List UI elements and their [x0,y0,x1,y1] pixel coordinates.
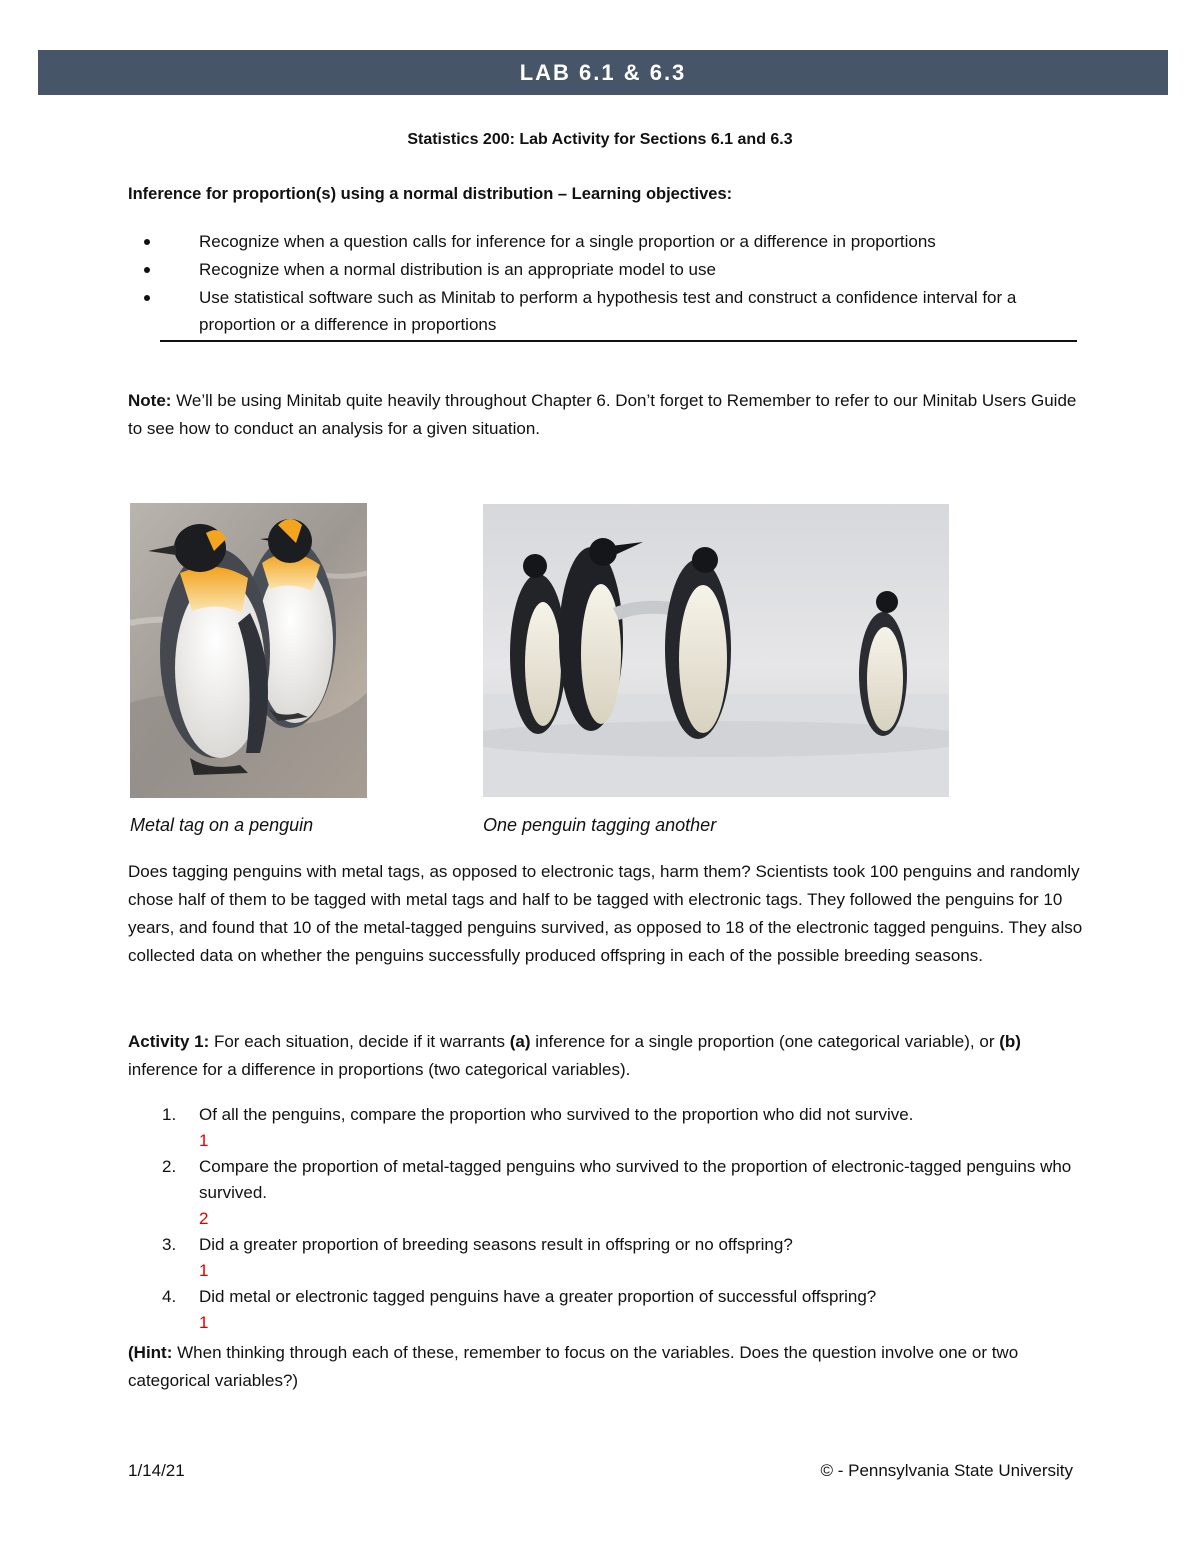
question-answer: 1 [199,1313,209,1332]
question-item [128,1284,1088,1336]
king-penguins-photo [130,503,367,798]
question-item [128,1154,1088,1232]
photo-caption-tagging: One penguin tagging another [483,815,717,835]
question-text: Compare the proportion of metal-tagged penguins who survived to the proportion of electronic-tagged penguins who survived. [199,1157,1072,1202]
activity-text-c: inference for a difference in proportions (two categorical variables). [128,1060,631,1079]
question-item [128,1232,1088,1284]
option-b-label: (b) [999,1032,1021,1051]
hint-text: When thinking through each of these, remember to focus on the variables. Does the question involve one or two categorical variables?) [128,1343,1019,1390]
objective-item [128,284,1088,338]
question-text: Did a greater proportion of breeding seasons result in offspring or no offspring? [199,1235,793,1254]
bullet-icon [144,239,150,245]
objective-item [128,228,1088,255]
hint-paragraph [128,1339,1088,1395]
note-text: We’ll be using Minitab quite heavily throughout Chapter 6. Don’t forget to Remember to refer to our Minitab Users Guide to see how to conduct an analysis for a given situation. [128,391,1077,438]
section-divider [160,340,1077,342]
emperor-penguins-photo [483,504,949,797]
objective-text: Recognize when a question calls for inference for a single proportion or a difference in proportions [199,232,936,251]
page-banner [38,50,1168,95]
objectives-list [128,228,1088,339]
question-number: 2. [162,1157,177,1176]
note-paragraph [128,387,1088,443]
intro-paragraph: Does tagging penguins with metal tags, as opposed to electronic tags, harm them? Scientists took 100 penguins and randomly chose half of them to be tagged with metal tags and half to be tagged with electronic tags. They followed the penguins for 10 years, and found that 10 of the metal-tagged penguins survived, as opposed to 18 of the electronic tagged penguins. They also collected data on whether the penguins successfully produced offspring in each of the possible breeding seasons. [128,862,1083,965]
activity-label: Activity 1: [128,1032,210,1051]
option-a-label: (a) [509,1032,531,1051]
question-number: 1. [162,1105,177,1124]
question-number: 4. [162,1287,177,1306]
question-item [128,1102,1088,1154]
hint-open-paren: ( [128,1343,134,1362]
question-list [128,1102,1088,1336]
bullet-icon [144,267,150,273]
question-text: Of all the penguins, compare the proportion who survived to the proportion who did not survive. [199,1105,914,1124]
photo-caption-metal-tag: Metal tag on a penguin [130,815,314,835]
objective-text: Recognize when a normal distribution is an appropriate model to use [199,260,716,279]
question-number: 3. [162,1235,177,1254]
hint-label: Hint: [133,1343,173,1362]
note-label: Note: [128,391,172,410]
objective-item [128,256,1088,283]
question-answer: 1 [199,1261,209,1280]
question-answer: 2 [199,1209,209,1228]
activity-text-b: inference for a single proportion (one categorical variable), or [530,1032,1000,1051]
activity-instructions [128,1028,1088,1084]
objective-text: Use statistical software such as Minitab to perform a hypothesis test and construct a confidence interval for a proportion or a difference in proportions [199,288,1017,334]
bullet-icon [144,295,150,301]
banner-title: LAB 6.1 & 6.3 [519,59,687,85]
question-answer: 1 [199,1131,209,1150]
footer-date: 1/14/21 [128,1461,185,1480]
objectives-heading: Inference for proportion(s) using a normal distribution – Learning objectives: [128,185,733,203]
question-text: Did metal or electronic tagged penguins have a greater proportion of successful offspring? [199,1287,877,1306]
footer-copyright: © - Pennsylvania State University [820,1461,1073,1480]
activity-text-a: For each situation, decide if it warrants [209,1032,510,1051]
document-subtitle: Statistics 200: Lab Activity for Sections 6.1 and 6.3 [407,131,793,148]
